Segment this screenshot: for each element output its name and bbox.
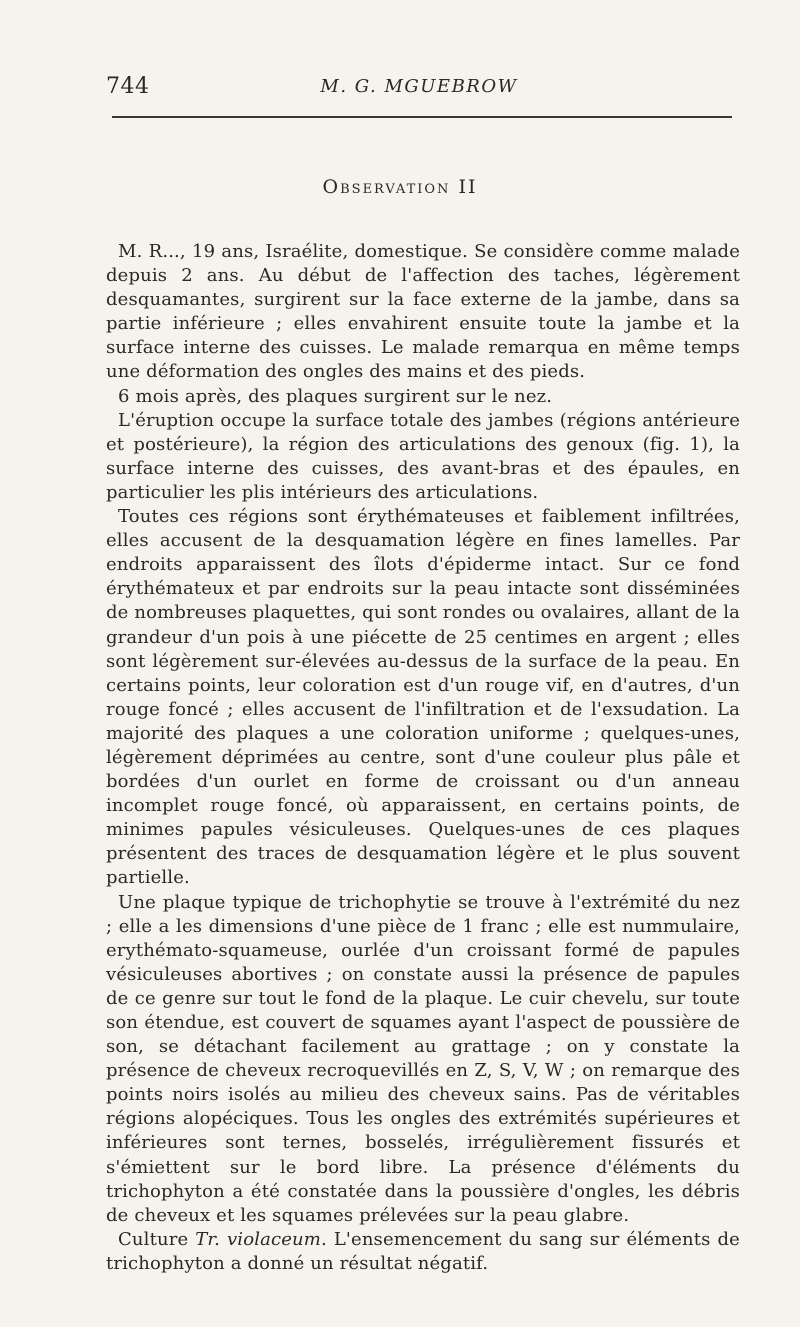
culture-lead: Culture (118, 1228, 196, 1250)
culture-rest: . L'ensemencement du sang sur éléments de trichophyton a donné un résultat négatif. (106, 1228, 740, 1274)
section-title: Observation II (322, 176, 478, 198)
paragraph-eruption: L'éruption occupe la surface totale des jambes (régions antérieure et postérieure), la région des articulations des genoux (fig. 1), la surface interne des cuisses, des avant-bras et des épaules, en particulier les plis intérieurs des articulations. (106, 409, 740, 503)
paragraph-patient-history: M. R..., 19 ans, Israélite, domestique. Se considère comme malade depuis 2 ans. Au début de l'affection des taches, légèrement desquamantes, surgirent sur la face externe de la jambe, dans sa partie inférieure ; elles envahirent ensuite toute la jambe et la surface interne des cuisses. Le malade remarqua en même temps une déformation des ongles des mains et des pieds. (106, 241, 740, 383)
paragraph-typical-plaque: Une plaque typique de trichophytie se trouve à l'extrémité du nez ; elle a les dimensions d'une pièce de 1 franc ; elle est nummulaire, erythémato-squameuse, ourlée d'un croissant formé de papules vésiculeuses abortives ; on constate aussi la présence de papules de ce genre sur tout le fond de la plaque. Le cuir chevelu, sur toute son étendue, est couvert de squames ayant l'aspect de poussière de son, se détachant facilement au grattage ; on y constate la présence de cheveux recroquevillés en Z, S, V, W ; on remarque des points noirs isolés au milieu des cheveux sains. Pas de véritables régions alopéciques. Tous les ongles des extrémités supérieures et inférieures sont ternes, bosselés, irrégulièrement fissurés et s'émiettent sur le bord libre. La présence d'éléments du trichophyton a été constatée dans la poussière d'ongles, les débris de cheveux et les squames prélevées sur la peau glabre. (106, 891, 740, 1226)
culture-genus: Tr. violaceum (195, 1228, 321, 1250)
paragraph-culture (106, 1228, 740, 1276)
paragraph-regions: Toutes ces régions sont érythémateuses et faiblement infiltrées, elles accusent de la desquamation légère en fines lamelles. Par endroits apparaissent des îlots d'épiderme intact. Sur ce fond érythémateux et par endroits sur la peau intacte sont disséminées de nombreuses plaquettes, qui sont rondes ou ovalaires, allant de la grandeur d'un pois à une piécette de 25 centimes en argent ; elles sont légèrement sur-élevées au-dessus de la surface de la peau. En certains points, leur coloration est d'un rouge vif, en d'autres, d'un rouge foncé ; elles accusent de l'infiltration et de l'exsudation. La majorité des plaques a une coloration uniforme ; quelques-unes, légèrement déprimées au centre, sont d'une couleur plus pâle et bordées d'un ourlet en forme de croissant ou d'un anneau incomplet rouge foncé, où apparaissent, en certains points, de minimes papules vésiculeuses. Quelques-unes de ces plaques présentent des traces de desquamation légère et le plus souvent partielle. (106, 506, 740, 889)
page-header (106, 74, 732, 104)
body-text (106, 240, 740, 1276)
page-number: 744 (106, 74, 150, 99)
header-rule (112, 116, 732, 118)
paragraph-six-months: 6 mois après, des plaques surgirent sur le nez. (118, 385, 553, 407)
running-title: M. G. MGUEBROW (320, 76, 518, 97)
